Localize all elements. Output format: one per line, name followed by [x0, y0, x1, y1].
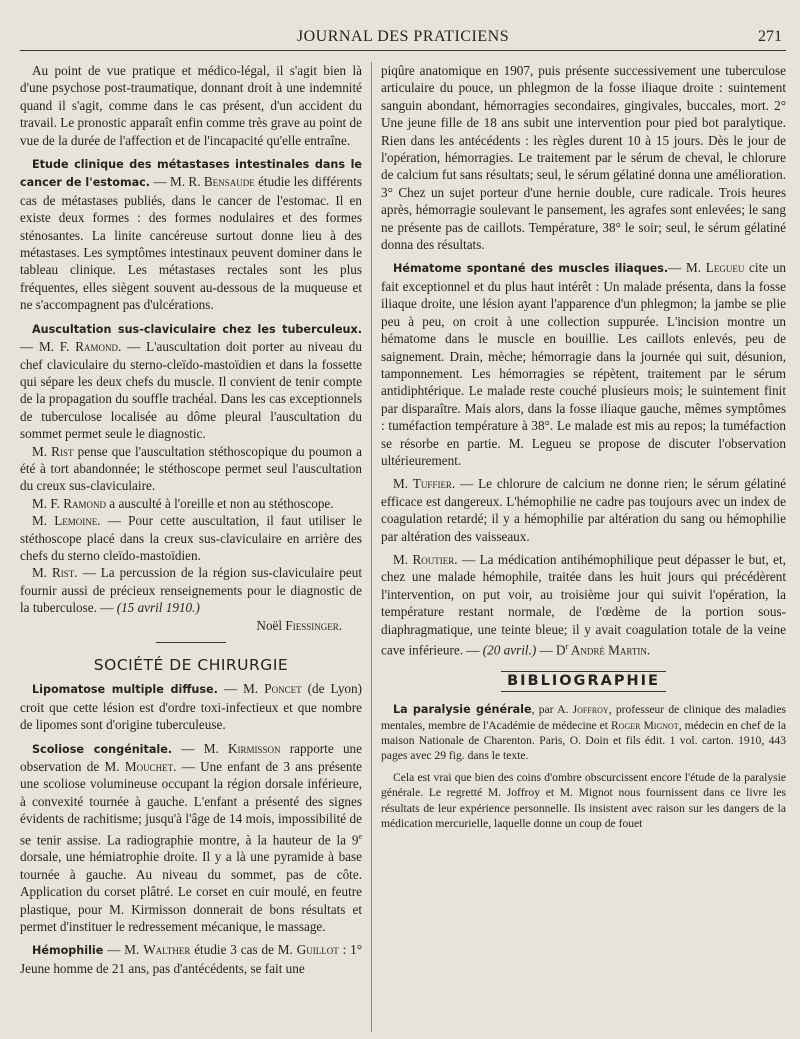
article-hemophilie: Hémophilie — M. Walther étudie 3 cas de M. Guillot : 1° Jeune homme de 21 ans, pas d'antécédents, se fait une [20, 942, 362, 976]
book-title: La paralysie générale [393, 703, 532, 717]
journal-title: JOURNAL DES PRATICIENS [296, 28, 510, 45]
article-auscultation: Auscultation sus-claviculaire chez les tuberculeux. — M. F. Ramond. — L'auscultation doit porter au niveau du chef claviculaire du sterno-cleïdo-mastoïdien et dans la fossette qui sépare les deux chefs du muscle. Il convient de tenir compte de la propagation du souffle trachéal. Dans les cas exceptionnels de tuberculose localisée au dôme pleural l'auscultation du sommet permet seule le diagnostic. [20, 322, 362, 442]
article-heading: Hémophilie [32, 944, 104, 958]
author-name: Tuffier [412, 476, 452, 492]
discussion-paragraph: M. Tuffier. — Le chlorure de calcium ne donne rien; le sérum gélatiné efficace est dangereux. L'hémophilie ne cadre pas toujours avec un index de coagulation retardé; il y a hémophilie par altération du sang ou hémophilie par altération des vaisseaux. [381, 476, 787, 544]
article-heading: Hématome spontané des muscles iliaques. [393, 262, 669, 276]
article-scoliose: Scoliose congénitale. — M. Kirmisson rapporte une observation de M. Mouchet. — Une enfant de 3 ans présente une scoliose volumineuse occupant la région dorsale inférieure, à convexité tournée à gauche. L'enfant a présenté des signes évidents de rachitisme; jusqu'à l'âge de 14 mois, impossibilité de se tenir assise. La radiographie montre, à la hauteur de la 9e dorsale, une hémiatrophie droite. Il y a là une pyramide à base tournée à gauche. Au niveau du sommet, pas de côte. Application du corset plâtré. Le corset en cuir moulé, en feutre plastique, pour M. Kirmisson donnerait de bons résultats et permet d'instituer le redressement mécanique, le massage. [20, 740, 362, 935]
section-header [20, 642, 362, 674]
right-column [381, 62, 786, 831]
intro-paragraph: Au point de vue pratique et médico-légal, il s'agit bien là d'une psychose post-traumatique, donnant droit à une indemnité quand il s'agit, comme dans le cas présent, d'un accident du travail. Le pronostic apparaît enfin comme très grave au point de vue de la durée de l'affection et de l'incapacité qu'elle entraîne. [20, 63, 362, 148]
author-name: Lemoine [54, 513, 98, 529]
signature: Noël Fiessinger. [256, 617, 342, 633]
article-metastases: Etude clinique des métastases intestinales dans le cancer de l'estomac. — M. R. Bensaude étudie les différents cas de métastases publiés, dans le cancer de l'estomac. Il en existe deux formes : des formes nodulaires et des formes sténosantes. La linite cancéreuse surtout donne lieu à des métastases. Les symptômes intestinaux peuvent dominer dans le tableau clinique. Les métastases rectales sont les plus fréquentes, elles siègent souvent au-dessous de la muqueuse et ne s'accompagnent pas d'ulcérations. [20, 158, 362, 313]
section-rule [156, 642, 226, 643]
author-name: Kirmisson [227, 740, 281, 756]
discussion-paragraph: M. Rist pense que l'auscultation stéthoscopique du poumon a été à tort abandonnée; le stéthoscope permet seul l'auscultation du creux sus-claviculaire. [20, 443, 362, 494]
author-name: Walther [143, 942, 191, 958]
book-review: Cela est vrai que bien des coins d'ombre obscurcissent encore l'étude de la paralysie générale. Le regretté M. Joffroy et M. Mignot nous fournissent dans ce livre les résultats de leur expérience personnelle. Ils insistent avec raison sur les dangers de la médication mercurielle, laquelle donne un coup de fouet [381, 770, 786, 831]
discussion-paragraph: M. Routier. — La médication antihémophilique peut dépasser le but, et, chez une malade hémophile, traitée dans les huit jours qui précédèrent l'intervention, on put voir, au troisième jour qui suivit l'opération, la température restant normale, de l'œdème de la portion sous-diaphragmatique, une teinte bleue; il y avait coagulation totale de la veine cave inférieure. — (20 avril.) — $D^r$ André Martin. [381, 551, 786, 658]
discussion-paragraph: M. F. Ramond a ausculté à l'oreille et non au stéthoscope. [32, 495, 334, 511]
discussion-paragraph: M. Rist. — La percussion de la région sus-claviculaire peut fournir aussi de précieux renseignements pour le diagnostic de la tuberculose. — (15 avril 1910.) [20, 565, 362, 616]
author-name: Ramond [63, 495, 106, 511]
signature-name: André Martin [568, 642, 647, 658]
author-name: Guillot [296, 942, 339, 958]
author-name: Poncet [264, 681, 302, 697]
author-name: Legueu [705, 260, 745, 276]
article-heading: Lipomatose multiple diffuse. [32, 683, 218, 697]
session-date: (15 avril 1910.) [116, 600, 200, 616]
author-name: Rist [52, 565, 75, 581]
session-date: (20 avril.) [482, 642, 537, 658]
article-heading: Auscultation sus-claviculaire chez les tuberculeux. [32, 322, 362, 336]
book-entry: La paralysie générale, par A. Joffroy, professeur de clinique des maladies mentales, membre de l'Académie de médecine et Roger Mignot, médecin en chef de la maison Nationale de Charenton. Paris, O. Doin et fils édit. 1 vol. carton. 1910, 443 pages avec 29 fig. dans le texte. [381, 703, 786, 763]
hemophilie-continued: piqûre anatomique en 1907, puis présente successivement une tuberculose articulaire du pouce, un phlegmon de la fosse iliaque droite : suintement sanguin abondant, hémorragies secondaires, gingivales, buccales, mort. 2° Une jeune fille de 18 ans subit une intervention pour pied bot paralytique. Rien dans les antécédents : les règles durent 10 à 15 jours. Dès le jour de l'opération, hémorragies. Le traitement par le sérum de cheval, le chlorure de calcium fut sans résultats; seul, le sérum gélatiné donna une amélioration. 3° Chez un sujet porteur d'une hernie double, cure radicale. Trois heures après, hémorragie soulevant le pansement, les agrafes sont enlevées; le sang ne présente pas de caillots. Température, 38° le soir; seul, le sérum gélatiné donna des résultats. [381, 63, 786, 253]
author-name: Routier [412, 551, 455, 567]
article-heading: Etude clinique des métastases intestinales dans le cancer de l'estomac. [20, 158, 362, 190]
running-header [20, 24, 786, 51]
bibliography-header [381, 671, 786, 692]
bibliography-title: BIBLIOGRAPHIE [501, 671, 666, 692]
article-hematome: Hématome spontané des muscles iliaques.— M. Legueu cite un fait exceptionnel et du plus haut intérêt : Un malade présenta, dans la fosse iliaque droite, une lésion ayant l'apparence d'un phlegmon; la jambe se plie peu à peu, on croit à une collection suppurée. L'incision montre un hématome dans le muscle en bouillie. Les caillots enlevés, peu de saignement. Drain, mèche; hémorragie dans la journée qui suit, désunion, tamponnement. Les hémorragies se répètent, traitement par le sérum antidiphtérique. Le malade reste couché plusieurs mois; le suintement finit par disparaître. Mais alors, dans la fosse iliaque gauche, mêmes symptômes : tuméfaction température à 38°. Le malade est mis au repos; la tuméfaction se résorbe en partie. M. Legueu se propose de discuter l'observation ultérieurement. [381, 260, 786, 468]
article-heading: Scoliose congénitale. [32, 742, 173, 756]
author-name: Mouchet [124, 759, 174, 775]
column-divider [371, 62, 372, 1032]
author-name: Ramond [75, 339, 118, 355]
section-title: SOCIÉTÉ DE CHIRURGIE [93, 656, 289, 674]
page-number: 271 [758, 28, 782, 45]
signature-name: Fiessinger [285, 617, 339, 633]
author-name: Roger Mignot [610, 718, 679, 732]
author-name: Joffroy [572, 703, 609, 717]
discussion-paragraph: M. Lemoine. — Pour cette auscultation, il faut utiliser le stéthoscope placé dans la creux sus-claviculaire en arrière des chefs du sterno cleïdo-mastoïdien. [20, 513, 363, 563]
left-column [20, 62, 362, 977]
article-lipomatose: Lipomatose multiple diffuse. — M. Poncet (de Lyon) croit que cette lésion est d'ordre toxi-infectieux et que nombre de lipomes sont d'origine tuberculeuse. [20, 681, 363, 733]
author-name: Rist [51, 443, 74, 459]
author-name: Bensaude [203, 174, 255, 190]
